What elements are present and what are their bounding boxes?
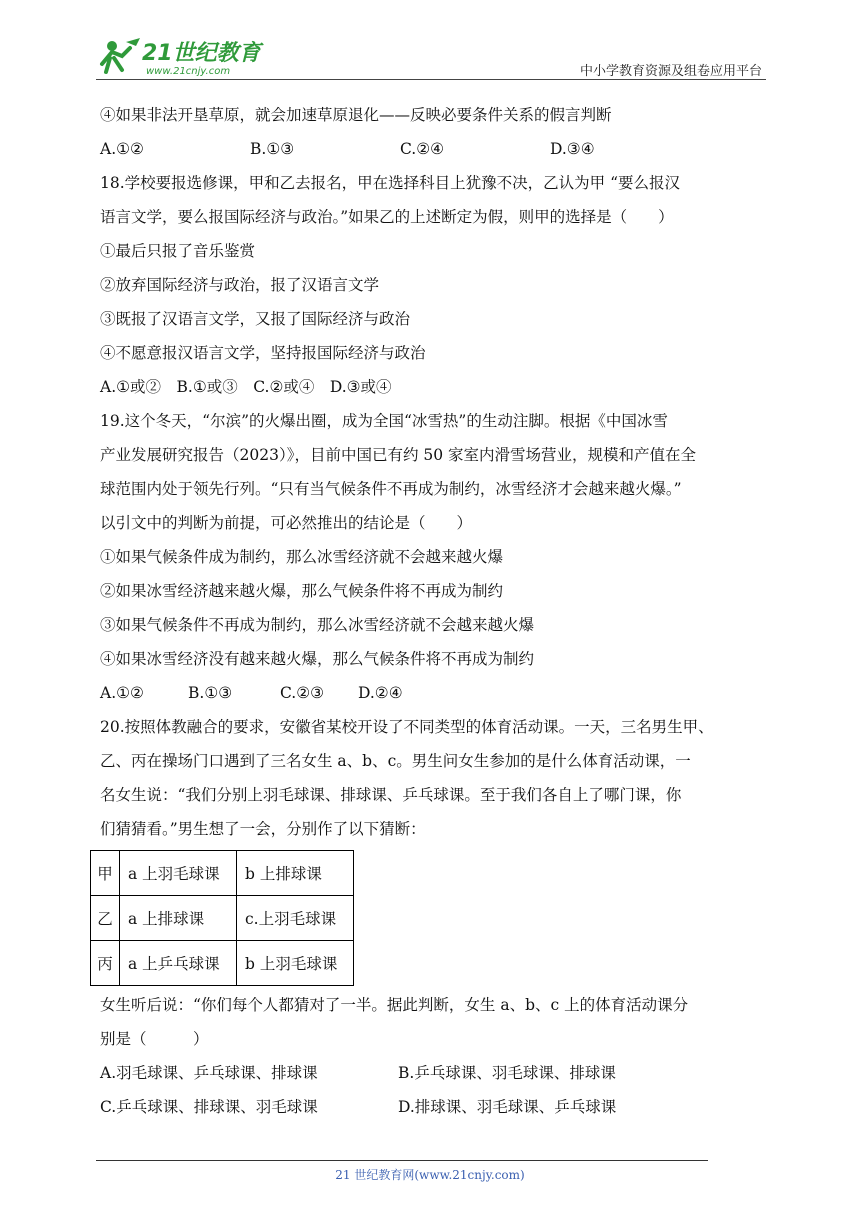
q18-item-2: ②放弃国际经济与政治，报了汉语言文学 <box>100 276 380 294</box>
q18-stem-1: 18.学校要报选修课，甲和乙去报名，甲在选择科目上犹豫不决，乙认为甲 “要么报汉 <box>100 174 681 192</box>
q19-option-c: C.②③ <box>280 684 325 702</box>
logo-url: www.21cnjy.com <box>146 66 231 77</box>
q19-item-3: ③如果气候条件不再成为制约，那么冰雪经济就不会越来越火爆 <box>100 616 535 634</box>
q19-stem-4: 以引文中的判断为前提，可必然推出的结论是（ ） <box>100 514 473 532</box>
q18-item-4: ④不愿意报汉语言文学，坚持报国际经济与政治 <box>100 344 426 362</box>
table-cell: a 上羽毛球课 <box>120 851 237 896</box>
q17-option-d: D.③④ <box>550 140 595 158</box>
q19-item-2: ②如果冰雪经济越来越火爆，那么气候条件将不再成为制约 <box>100 582 504 600</box>
table-row <box>91 896 354 941</box>
logo-text: 21世纪教育 <box>142 41 261 66</box>
q20-options-cd <box>100 1090 770 1124</box>
q20-stem-1: 20.按照体教融合的要求，安徽省某校开设了不同类型的体育活动课。一天，三名男生甲、 <box>100 718 714 736</box>
q20-stem-2: 乙、丙在操场门口遇到了三名女生 a、b、c。男生问女生参加的是什么体育活动课，一 <box>100 752 691 770</box>
q19-stem-1: 19.这个冬天，“尔滨”的火爆出圈，成为全国“冰雪热”的生动注脚。根据《中国冰雪 <box>100 412 668 430</box>
header-divider <box>96 79 766 80</box>
table-cell: b 上羽毛球课 <box>237 941 354 986</box>
platform-name: 中小学教育资源及组卷应用平台 <box>579 64 762 79</box>
q19-option-a: A.①② <box>100 684 144 702</box>
table-row <box>91 941 354 986</box>
guess-table <box>90 850 354 986</box>
table-cell: 甲 <box>91 851 120 896</box>
q19-options <box>100 676 770 710</box>
q20-option-d: D.排球课、羽毛球课、乒乓球课 <box>398 1098 617 1116</box>
q20-stem-4: 们猜猜看。”男生想了一会，分别作了以下猜断： <box>100 820 426 838</box>
table-cell: b 上排球课 <box>237 851 354 896</box>
q17-option-c: C.②④ <box>400 140 445 158</box>
q20-option-b: B.乒乓球课、羽毛球课、排球课 <box>398 1064 616 1082</box>
q20-after-1: 女生听后说：“你们每个人都猜对了一半。据此判断，女生 a、b、c 上的体育活动课分 <box>100 996 689 1014</box>
q18-options: A.①或② B.①或③ C.②或④ D.③或④ <box>100 378 392 396</box>
q17-options <box>100 132 770 166</box>
q19-stem-3: 球范围内处于领先行列。“只有当气候条件不再成为制约，冰雪经济才会越来越火爆。” <box>100 480 682 498</box>
q20-option-a: A.羽毛球课、乒乓球课、排球课 <box>100 1064 318 1082</box>
table-cell: a 上乒乓球课 <box>120 941 237 986</box>
table-cell: 乙 <box>91 896 120 941</box>
q17-option-b: B.①③ <box>250 140 295 158</box>
table-cell: 丙 <box>91 941 120 986</box>
q19-option-b: B.①③ <box>188 684 233 702</box>
q18-item-3: ③既报了汉语言文学，又报了国际经济与政治 <box>100 310 411 328</box>
table-row <box>91 851 354 896</box>
page-header <box>96 30 766 80</box>
q19-stem-2: 产业发展研究报告（2023）》，目前中国已有约 50 家室内滑雪场营业，规模和产值在全 <box>100 446 697 464</box>
q18-item-1: ①最后只报了音乐鉴赏 <box>100 242 256 260</box>
footer-divider <box>96 1160 708 1161</box>
q20-option-c: C.乒乓球课、排球课、羽毛球课 <box>100 1098 318 1116</box>
q17-option-a: A.①② <box>100 140 144 158</box>
document-body <box>97 98 770 1124</box>
q19-item-1: ①如果气候条件成为制约，那么冰雪经济就不会越来越火爆 <box>100 548 504 566</box>
q20-after-2: 别是（ ） <box>100 1030 209 1048</box>
q20-options-ab <box>100 1056 770 1090</box>
logo-21cnjy <box>96 34 266 78</box>
footer-text: 21 世纪教育网(www.21cnjy.com) <box>335 1168 525 1182</box>
q18-stem-2: 语言文学，要么报国际经济与政治。”如果乙的上述断定为假，则甲的选择是（ ） <box>100 208 674 226</box>
q19-option-d: D.②④ <box>358 684 403 702</box>
table-cell: a 上排球课 <box>120 896 237 941</box>
q17-item-4: ④如果非法开垦草原，就会加速草原退化——反映必要条件关系的假言判断 <box>100 106 612 124</box>
table-cell: c.上羽毛球课 <box>237 896 354 941</box>
q20-stem-3: 名女生说：“我们分别上羽毛球课、排球课、乒乓球课。至于我们各自上了哪门课，你 <box>100 786 682 804</box>
q19-item-4: ④如果冰雪经济没有越来越火爆，那么气候条件将不再成为制约 <box>100 650 535 668</box>
